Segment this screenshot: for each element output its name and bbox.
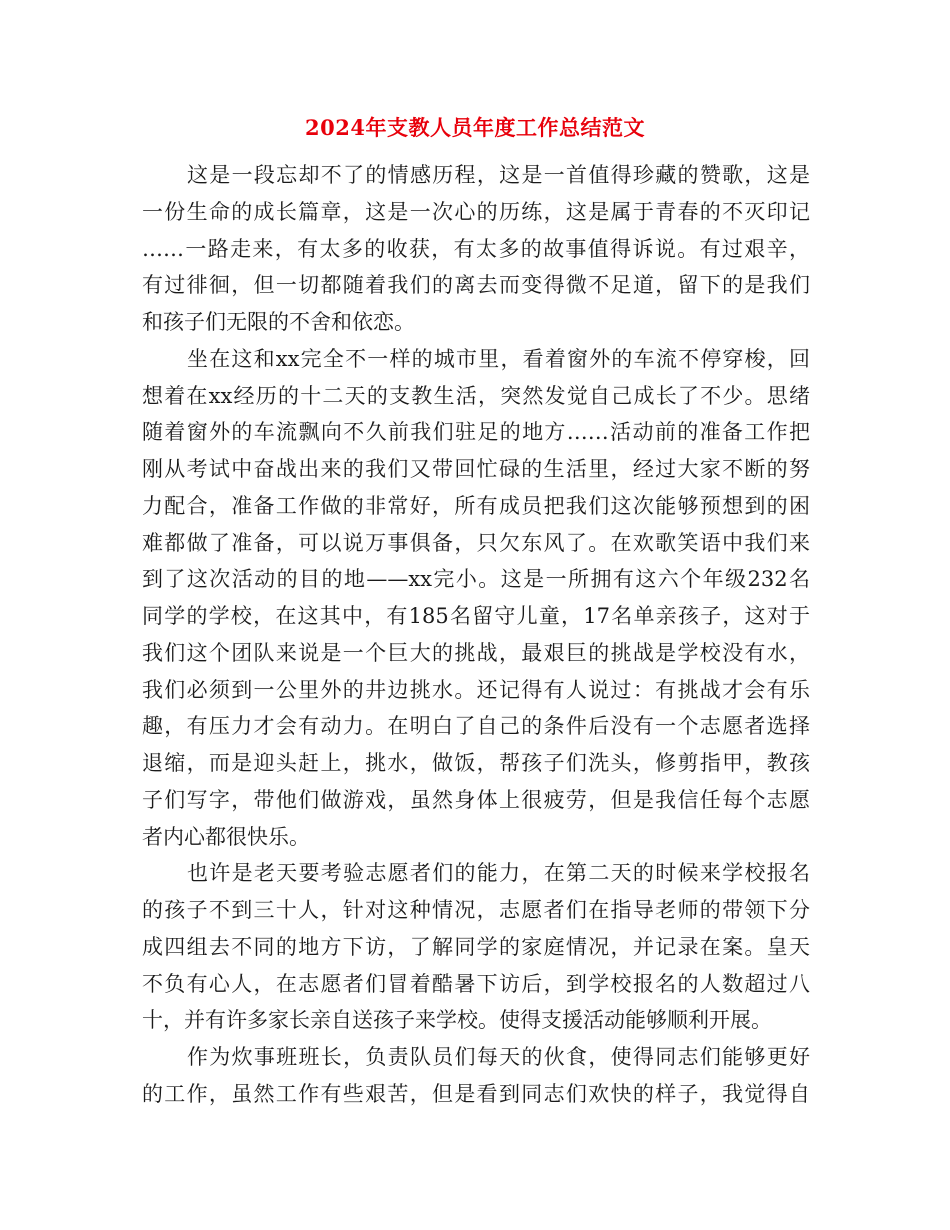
text-line: 退缩，而是迎头赶上，挑水，做饭，帮孩子们洗头，修剪指甲，教孩 [142, 751, 810, 775]
text-line: 刚从考试中奋战出来的我们又带回忙碌的生活里，经过大家不断的努 [142, 457, 810, 481]
text-line: 到了这次活动的目的地——xx完小。这是一所拥有这六个年级232名 [142, 567, 810, 592]
text-line: 也许是老天要考验志愿者们的能力，在第二天的时候来学校报名 [187, 861, 810, 886]
text-line: 随着窗外的车流飘向不久前我们驻足的地方……活动前的准备工作把 [142, 420, 810, 445]
text-line: 的工作，虽然工作有些艰苦，但是看到同志们欢快的样子，我觉得自 [142, 1081, 810, 1106]
text-line: 同学的学校，在这其中，有185名留守儿童，17名单亲孩子，这对于 [142, 604, 810, 628]
text-line: 我们必须到一公里外的井边挑水。还记得有人说过：有挑战才会有乐 [142, 677, 810, 702]
text-line: 和孩子们无限的不舍和依恋。 [142, 310, 415, 334]
text-line: 难都做了准备，可以说万事俱备，只欠东风了。在欢歌笑语中我们来 [142, 530, 810, 555]
text-line: 想着在xx经历的十二天的支教生活，突然发觉自己成长了不少。思绪 [142, 383, 810, 408]
text-line: 子们写字，带他们做游戏，虽然身体上很疲劳，但是我信任每个志愿 [142, 787, 810, 812]
text-line: 的孩子不到三十人，针对这种情况，志愿者们在指导老师的带领下分 [142, 898, 810, 922]
text-line: 坐在这和xx完全不一样的城市里，看着窗外的车流不停穿梭，回 [187, 346, 810, 371]
paragraph-4 [142, 1039, 810, 1113]
text-line: 有过徘徊，但一切都随着我们的离去而变得微不足道，留下的是我们 [142, 273, 810, 298]
text-line: 力配合，准备工作做的非常好，所有成员把我们这次能够预想到的困 [142, 493, 810, 518]
text-line: 趣，有压力才会有动力。在明白了自己的条件后没有一个志愿者选择 [142, 714, 810, 739]
text-line: 作为炊事班班长，负责队员们每天的伙食，使得同志们能够更好 [187, 1045, 810, 1069]
text-line: ……一路走来，有太多的收获，有太多的故事值得诉说。有过艰辛， [142, 236, 810, 261]
paragraph-2 [142, 341, 810, 856]
text-line: 者内心都很快乐。 [142, 824, 310, 849]
paragraph-3 [142, 855, 810, 1039]
text-line: 我们这个团队来说是一个巨大的挑战，最艰巨的挑战是学校没有水， [142, 640, 810, 665]
paragraph-1 [142, 157, 810, 341]
text-line: 这是一段忘却不了的情感历程，这是一首值得珍藏的赞歌，这是 [187, 163, 810, 187]
text-line: 一份生命的成长篇章，这是一次心的历练，这是属于青春的不灭印记 [142, 199, 810, 224]
text-line: 不负有心人，在志愿者们冒着酷暑下访后，到学校报名的人数超过八 [142, 971, 810, 996]
document-title: 2024年支教人员年度工作总结范文 [305, 115, 645, 140]
text-line: 十，并有许多家长亲自送孩子来学校。使得支援活动能够顺利开展。 [142, 1008, 772, 1033]
text-line: 成四组去不同的地方下访，了解同学的家庭情况，并记录在案。皇天 [142, 934, 810, 959]
document-body [142, 157, 810, 1113]
